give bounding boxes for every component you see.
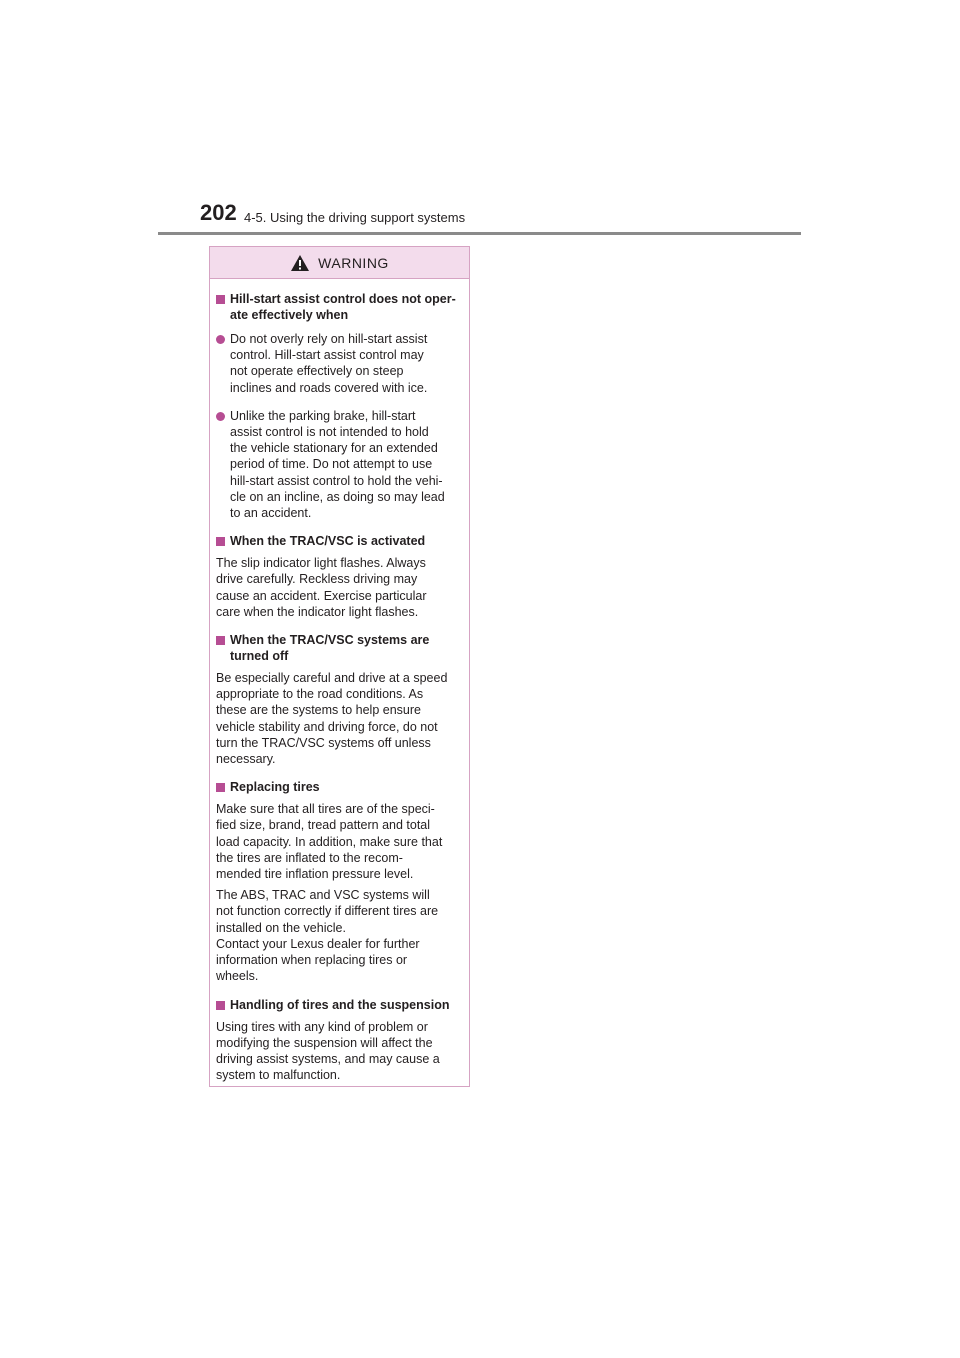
bullet-item (216, 408, 463, 521)
section-heading-trac-off (216, 632, 463, 664)
warning-triangle-icon (290, 254, 310, 272)
section-title: 4-5. Using the driving support systems (244, 210, 466, 225)
section-heading-text: Handling of tires and the suspension (230, 997, 450, 1012)
paragraph: The slip indicator light flashes. Always drive carefully. Reckless driving may cause an accident. Exercise particular care when the indicator light flashes. (216, 556, 427, 619)
bullet-text: Do not overly rely on hill-start assist control. Hill-start assist control may not operate effectively on steep inclines and roads covered with ice. (230, 332, 428, 395)
warning-title: WARNING (318, 254, 389, 271)
paragraph: Be especially careful and drive at a speed appropriate to the road conditions. As these are the systems to help ensure vehicle stability and driving force, do not turn the TRAC/VSC systems off unless necessary. (216, 671, 448, 767)
circle-bullet-icon (216, 335, 225, 344)
square-bullet-icon (216, 537, 225, 546)
section-heading-trac-activated (216, 533, 463, 549)
circle-bullet-icon (216, 412, 225, 421)
section-heading-hill-start (216, 291, 463, 323)
section-heading-text: When the TRAC/VSC systems are turned off (230, 633, 430, 664)
square-bullet-icon (216, 1001, 225, 1010)
section-heading-replacing-tires (216, 779, 463, 795)
header-rule (158, 232, 801, 235)
warning-header (210, 247, 469, 279)
section-heading-text: Replacing tires (230, 780, 320, 795)
page-number: 202 (200, 200, 237, 225)
paragraph: Make sure that all tires are of the speci- fied size, brand, tread pattern and total load capacity. In addition, make sure that the tires are inflated to the recom- mended tire inflation pressure level. (216, 802, 443, 882)
paragraph: The ABS, TRAC and VSC systems will not function correctly if different tires are installed on the vehicle. Contact your Lexus dealer for further information when replacing tires or wheels. (216, 888, 439, 984)
square-bullet-icon (216, 783, 225, 792)
section-heading-text: Hill-start assist control does not oper- ate effectively when (230, 292, 456, 322)
bullet-item (216, 331, 463, 396)
warning-box (209, 246, 470, 1087)
section-heading-text: When the TRAC/VSC is activated (230, 534, 426, 549)
square-bullet-icon (216, 295, 225, 304)
warning-body (210, 279, 469, 1083)
square-bullet-icon (216, 636, 225, 645)
bullet-text: Unlike the parking brake, hill-start assist control is not intended to hold the vehicle stationary for an extended period of time. Do not attempt to use hill-start assist control to hold the vehi- cle on an incline, as doing so may lead to an accident. (230, 408, 445, 521)
section-heading-suspension (216, 997, 463, 1013)
paragraph: Using tires with any kind of problem or modifying the suspension will affect the driving assist systems, and may cause a system to malfunction. (216, 1019, 440, 1083)
